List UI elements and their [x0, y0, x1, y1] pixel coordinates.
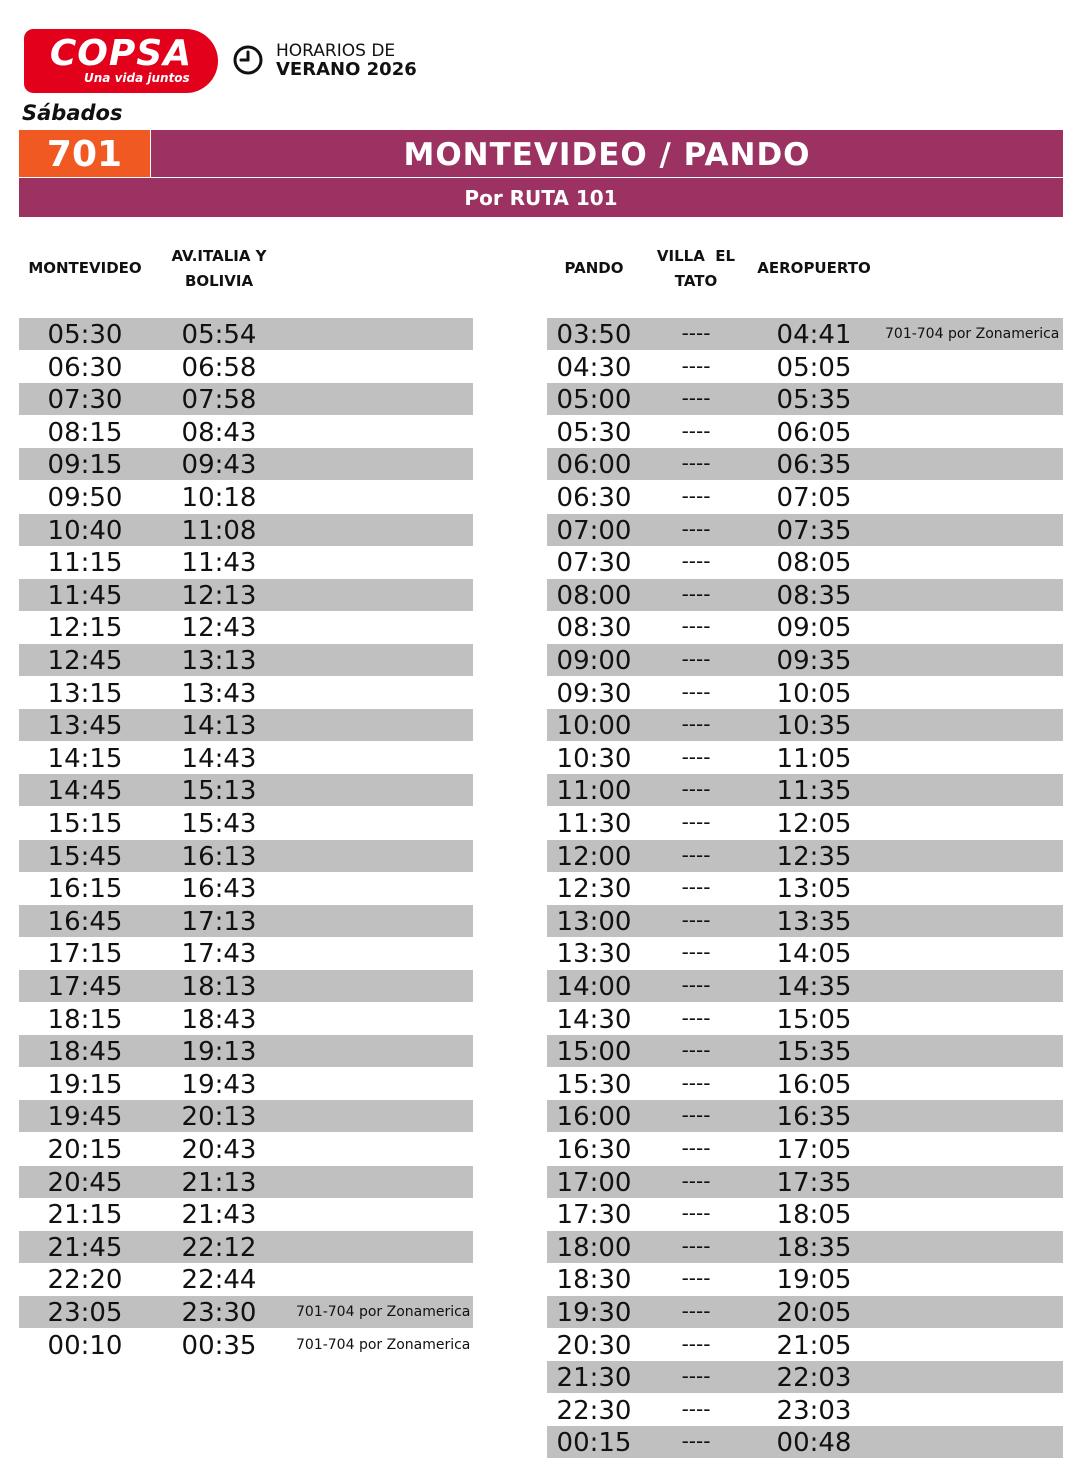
aeropuerto-time: 07:35: [776, 515, 852, 546]
villa-el-tato-time: ----: [681, 1103, 711, 1128]
table-row: [19, 1068, 473, 1100]
montevideo-time: 13:15: [47, 678, 123, 709]
header-pando: PANDO: [564, 259, 624, 277]
av-italia-time: 13:43: [181, 678, 257, 709]
table-row: [19, 383, 473, 415]
table-row: [547, 1166, 1063, 1198]
av-italia-time: 14:13: [181, 711, 257, 742]
montevideo-time: 00:10: [47, 1330, 123, 1361]
aeropuerto-time: 05:35: [776, 385, 852, 416]
montevideo-time: 14:45: [47, 776, 123, 807]
table-row: [19, 351, 473, 383]
pando-time: 18:30: [556, 1265, 632, 1296]
season-label-line2: VERANO 2026: [276, 59, 417, 80]
montevideo-time: 22:20: [47, 1265, 123, 1296]
aeropuerto-time: 13:35: [776, 906, 852, 937]
pando-time: 19:30: [556, 1298, 632, 1328]
table-row: [547, 1003, 1063, 1035]
pando-time: 06:30: [556, 483, 632, 513]
av-italia-time: 10:18: [181, 483, 257, 513]
montevideo-time: 10:40: [47, 515, 123, 546]
aeropuerto-time: 08:35: [776, 580, 852, 611]
montevideo-time: 08:15: [47, 417, 123, 448]
table-row: [19, 709, 473, 741]
av-italia-time: 18:13: [181, 972, 257, 1002]
villa-el-tato-time: ----: [681, 1005, 711, 1030]
montevideo-time: 13:45: [47, 711, 123, 742]
pando-time: 11:00: [556, 776, 632, 807]
villa-el-tato-time: ----: [681, 614, 711, 639]
aeropuerto-time: 18:35: [776, 1232, 852, 1263]
villa-el-tato-time: ----: [681, 1429, 711, 1454]
aeropuerto-time: 22:03: [776, 1363, 852, 1394]
pando-time: 08:30: [556, 613, 632, 644]
villa-el-tato-time: ----: [681, 1233, 711, 1258]
route-number: 701: [19, 130, 150, 177]
montevideo-time: 15:15: [47, 809, 123, 839]
av-italia-time: 12:13: [181, 580, 257, 611]
villa-el-tato-time: ----: [681, 516, 711, 541]
montevideo-time: 18:45: [47, 1037, 123, 1068]
montevideo-time: 16:15: [47, 874, 123, 905]
pando-time: 22:30: [556, 1395, 632, 1426]
aeropuerto-time: 21:05: [776, 1330, 852, 1361]
day-label: Sábados: [22, 101, 123, 125]
aeropuerto-time: 10:05: [776, 678, 852, 709]
table-row: [547, 318, 1063, 350]
av-italia-time: 07:58: [181, 385, 257, 416]
av-italia-time: 15:13: [181, 776, 257, 807]
season-label-line1: HORARIOS DE: [276, 41, 396, 61]
aeropuerto-time: 15:05: [776, 1004, 852, 1035]
pando-time: 06:00: [556, 450, 632, 481]
row-note: 701-704 por Zonamerica: [885, 326, 1060, 342]
aeropuerto-time: 16:35: [776, 1102, 852, 1133]
pando-time: 00:15: [556, 1428, 632, 1459]
av-italia-time: 00:35: [181, 1330, 257, 1361]
villa-el-tato-time: ----: [681, 842, 711, 867]
pando-time: 13:30: [556, 939, 632, 970]
table-row: [547, 742, 1063, 774]
aeropuerto-time: 04:41: [776, 320, 852, 350]
pando-time: 04:30: [556, 352, 632, 383]
aeropuerto-time: 23:03: [776, 1395, 852, 1426]
pando-time: 08:00: [556, 580, 632, 611]
table-row: [547, 481, 1063, 513]
aeropuerto-time: 06:35: [776, 450, 852, 481]
pando-time: 12:00: [556, 841, 632, 872]
pando-time: 07:00: [556, 515, 632, 546]
montevideo-time: 14:15: [47, 743, 123, 774]
table-row: [19, 1100, 473, 1132]
av-italia-time: 05:54: [181, 320, 257, 350]
pando-time: 15:30: [556, 1069, 632, 1100]
pando-time: 16:30: [556, 1135, 632, 1165]
table-row: [547, 351, 1063, 383]
header-villa-line1: VILLA EL: [656, 247, 736, 265]
villa-el-tato-time: ----: [681, 907, 711, 932]
villa-el-tato-time: ----: [681, 1070, 711, 1095]
table-row: [547, 1296, 1063, 1328]
table-row: [547, 644, 1063, 676]
villa-el-tato-time: ----: [681, 484, 711, 508]
aeropuerto-time: 10:35: [776, 711, 852, 742]
montevideo-time: 23:05: [47, 1298, 123, 1328]
table-row: [19, 872, 473, 904]
table-row: [547, 774, 1063, 806]
header-montevideo: MONTEVIDEO: [28, 259, 142, 277]
row-note: 701-704 por Zonamerica: [296, 1336, 471, 1353]
aeropuerto-time: 12:05: [776, 809, 852, 839]
table-row: [19, 546, 473, 578]
montevideo-time: 06:30: [47, 352, 123, 383]
table-row: [19, 1296, 473, 1328]
av-italia-time: 06:58: [181, 352, 257, 383]
aeropuerto-time: 08:05: [776, 548, 852, 579]
table-row: [547, 905, 1063, 937]
table-row: [547, 807, 1063, 839]
montevideo-time: 12:45: [47, 646, 123, 676]
pando-time: 09:30: [556, 678, 632, 709]
aeropuerto-time: 09:35: [776, 646, 852, 676]
aeropuerto-time: 06:05: [776, 417, 852, 448]
av-italia-time: 11:08: [181, 515, 257, 546]
pando-time: 21:30: [556, 1363, 632, 1394]
villa-el-tato-time: ----: [681, 549, 711, 574]
av-italia-time: 19:43: [181, 1069, 257, 1100]
montevideo-time: 21:15: [47, 1200, 123, 1231]
villa-el-tato-time: ----: [681, 712, 711, 737]
table-row: [547, 546, 1063, 578]
av-italia-time: 13:13: [181, 646, 257, 676]
av-italia-time: 15:43: [181, 809, 257, 839]
aeropuerto-time: 16:05: [776, 1069, 852, 1100]
table-row: [547, 1068, 1063, 1100]
clock-icon: [233, 45, 263, 75]
aeropuerto-time: 07:05: [776, 483, 852, 513]
av-italia-time: 16:13: [181, 841, 257, 872]
table-row: [547, 1361, 1063, 1393]
route-title: MONTEVIDEO / PANDO: [151, 130, 1063, 177]
table-row: [19, 742, 473, 774]
table-row: [19, 448, 473, 480]
table-row: [19, 1133, 473, 1165]
table-row: [19, 807, 473, 839]
villa-el-tato-time: ----: [681, 1168, 711, 1193]
logo-tagline: Una vida juntos: [84, 71, 190, 85]
pando-time: 15:00: [556, 1037, 632, 1068]
route-subtitle: Por RUTA 101: [19, 178, 1063, 217]
villa-el-tato-time: ----: [681, 1266, 711, 1291]
villa-el-tato-time: ----: [681, 973, 711, 997]
villa-el-tato-time: ----: [681, 581, 711, 606]
table-row: [547, 416, 1063, 448]
pando-time: 09:00: [556, 646, 632, 676]
av-italia-time: 12:43: [181, 613, 257, 644]
aeropuerto-time: 11:05: [776, 743, 852, 774]
montevideo-time: 15:45: [47, 841, 123, 872]
montevideo-time: 19:15: [47, 1069, 123, 1100]
av-italia-time: 20:13: [181, 1102, 257, 1133]
villa-el-tato-time: ----: [681, 744, 711, 769]
table-row: [547, 937, 1063, 969]
av-italia-time: 21:13: [181, 1167, 257, 1198]
montevideo-time: 18:15: [47, 1004, 123, 1035]
villa-el-tato-time: ----: [681, 321, 711, 345]
table-row: [19, 1263, 473, 1295]
header-av-italia-line2: BOLIVIA: [184, 272, 254, 290]
pando-time: 17:30: [556, 1200, 632, 1231]
pando-time: 12:30: [556, 874, 632, 905]
table-row: [547, 872, 1063, 904]
header-av-italia-line1: AV.ITALIA Y: [171, 247, 267, 265]
table-row: [547, 448, 1063, 480]
aeropuerto-time: 09:05: [776, 613, 852, 644]
villa-el-tato-time: ----: [681, 451, 711, 476]
villa-el-tato-time: ----: [681, 647, 711, 671]
villa-el-tato-time: ----: [681, 810, 711, 834]
table-row: [547, 840, 1063, 872]
row-note: 701-704 por Zonamerica: [296, 1304, 471, 1320]
villa-el-tato-time: ----: [681, 1331, 711, 1356]
villa-el-tato-time: ----: [681, 1136, 711, 1160]
table-row: [547, 709, 1063, 741]
villa-el-tato-time: ----: [681, 1364, 711, 1389]
table-row: [19, 1003, 473, 1035]
aeropuerto-time: 18:05: [776, 1200, 852, 1231]
table-row: [547, 1231, 1063, 1263]
pando-time: 13:00: [556, 906, 632, 937]
av-italia-time: 11:43: [181, 548, 257, 579]
montevideo-time: 11:45: [47, 580, 123, 611]
aeropuerto-time: 14:35: [776, 972, 852, 1002]
header-villa-el-tato: [640, 244, 752, 294]
table-row: [547, 1426, 1063, 1458]
header-villa-line2: TATO: [674, 272, 718, 290]
villa-el-tato-time: ----: [681, 1038, 711, 1063]
table-row: [19, 644, 473, 676]
table-row: [19, 774, 473, 806]
pando-time: 07:30: [556, 548, 632, 579]
villa-el-tato-time: ----: [681, 1299, 711, 1323]
table-row: [19, 416, 473, 448]
av-italia-time: 21:43: [181, 1200, 257, 1231]
av-italia-time: 08:43: [181, 417, 257, 448]
villa-el-tato-time: ----: [681, 1396, 711, 1421]
av-italia-time: 23:30: [181, 1298, 257, 1328]
table-row: [547, 514, 1063, 546]
header-aeropuerto: AEROPUERTO: [757, 259, 871, 277]
av-italia-time: 22:12: [181, 1232, 257, 1263]
pando-time: 18:00: [556, 1232, 632, 1263]
table-row: [547, 1035, 1063, 1067]
table-row: [19, 937, 473, 969]
pando-time: 20:30: [556, 1330, 632, 1361]
montevideo-time: 07:30: [47, 385, 123, 416]
montevideo-time: 12:15: [47, 613, 123, 644]
av-italia-time: 17:13: [181, 906, 257, 937]
table-row: [19, 677, 473, 709]
villa-el-tato-time: ----: [681, 418, 711, 443]
pando-time: 17:00: [556, 1167, 632, 1198]
table-row: [547, 383, 1063, 415]
pando-time: 10:30: [556, 743, 632, 774]
av-italia-time: 14:43: [181, 743, 257, 774]
table-row: [19, 840, 473, 872]
av-italia-time: 20:43: [181, 1135, 257, 1165]
montevideo-time: 17:45: [47, 972, 123, 1002]
aeropuerto-time: 05:05: [776, 352, 852, 383]
logo-wordmark: COPSA: [49, 33, 193, 74]
table-row: [19, 905, 473, 937]
pando-time: 10:00: [556, 711, 632, 742]
pando-time: 16:00: [556, 1102, 632, 1133]
aeropuerto-time: 00:48: [776, 1428, 852, 1459]
table-row: [19, 1198, 473, 1230]
montevideo-time: 16:45: [47, 906, 123, 937]
villa-el-tato-time: ----: [681, 353, 711, 378]
table-row: [19, 1035, 473, 1067]
av-italia-time: 19:13: [181, 1037, 257, 1068]
table-row: [547, 1263, 1063, 1295]
table-row: [547, 1394, 1063, 1426]
montevideo-time: 21:45: [47, 1232, 123, 1263]
table-row: [19, 481, 473, 513]
montevideo-time: 20:15: [47, 1135, 123, 1165]
villa-el-tato-time: ----: [681, 940, 711, 965]
copsa-logo: [24, 29, 218, 93]
table-row: [547, 579, 1063, 611]
table-row: [547, 970, 1063, 1002]
aeropuerto-time: 12:35: [776, 841, 852, 872]
av-italia-time: 22:44: [181, 1265, 257, 1296]
villa-el-tato-time: ----: [681, 875, 711, 900]
montevideo-time: 09:50: [47, 483, 123, 513]
pando-time: 14:30: [556, 1004, 632, 1035]
table-row: [19, 579, 473, 611]
table-row: [547, 1133, 1063, 1165]
table-row: [19, 1166, 473, 1198]
pando-time: 14:00: [556, 972, 632, 1002]
av-italia-time: 17:43: [181, 939, 257, 970]
aeropuerto-time: 13:05: [776, 874, 852, 905]
villa-el-tato-time: ----: [681, 386, 711, 411]
montevideo-time: 09:15: [47, 450, 123, 481]
pando-time: 11:30: [556, 809, 632, 839]
aeropuerto-time: 11:35: [776, 776, 852, 807]
table-row: [19, 611, 473, 643]
aeropuerto-time: 17:05: [776, 1135, 852, 1165]
aeropuerto-time: 20:05: [776, 1298, 852, 1328]
aeropuerto-time: 15:35: [776, 1037, 852, 1068]
table-row: [547, 1329, 1063, 1361]
aeropuerto-time: 14:05: [776, 939, 852, 970]
montevideo-time: 05:30: [47, 320, 123, 350]
montevideo-time: 11:15: [47, 548, 123, 579]
villa-el-tato-time: ----: [681, 1201, 711, 1226]
pando-time: 03:50: [556, 320, 632, 350]
aeropuerto-time: 17:35: [776, 1167, 852, 1198]
table-row: [547, 1100, 1063, 1132]
table-row: [19, 318, 473, 350]
table-row: [547, 1198, 1063, 1230]
pando-time: 05:30: [556, 417, 632, 448]
header-av-italia: [150, 244, 288, 294]
av-italia-time: 09:43: [181, 450, 257, 481]
av-italia-time: 18:43: [181, 1004, 257, 1035]
aeropuerto-time: 19:05: [776, 1265, 852, 1296]
montevideo-time: 17:15: [47, 939, 123, 970]
pando-time: 05:00: [556, 385, 632, 416]
table-row: [19, 970, 473, 1002]
villa-el-tato-time: ----: [681, 777, 711, 802]
montevideo-time: 19:45: [47, 1102, 123, 1133]
table-row: [19, 1231, 473, 1263]
av-italia-time: 16:43: [181, 874, 257, 905]
table-row: [547, 611, 1063, 643]
villa-el-tato-time: ----: [681, 679, 711, 704]
table-row: [19, 514, 473, 546]
table-row: [547, 677, 1063, 709]
table-row: [19, 1329, 473, 1361]
montevideo-time: 20:45: [47, 1167, 123, 1198]
